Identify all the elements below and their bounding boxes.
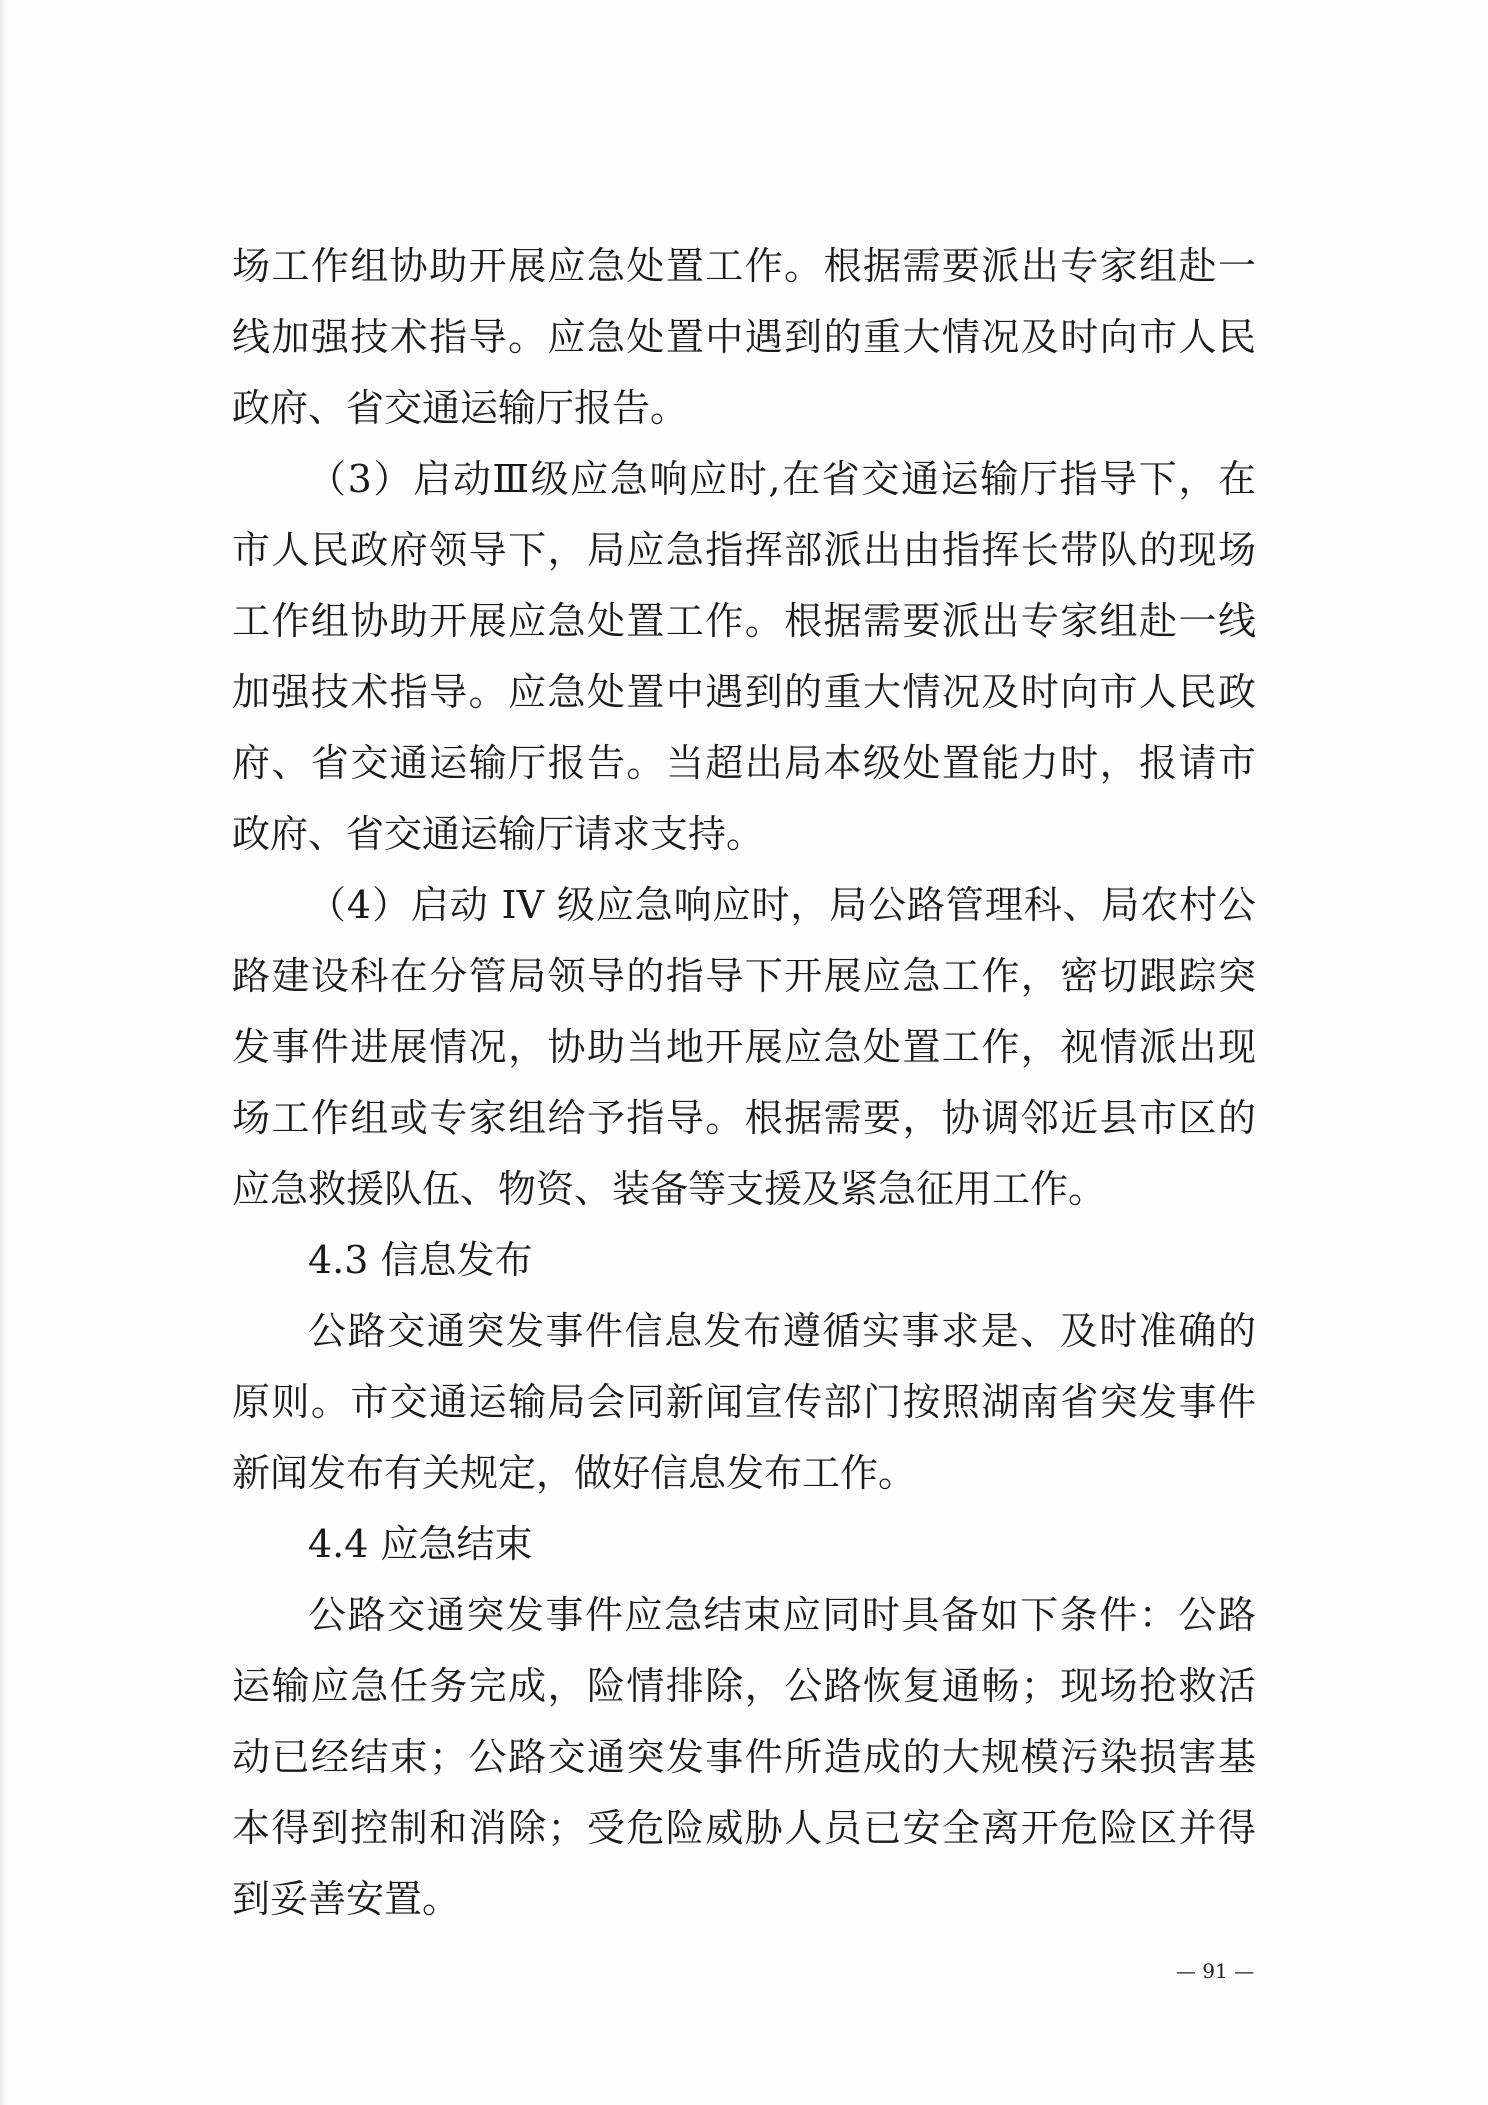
paragraph-start-line: （4）启动 IV 级应急响应时，局公路管理科、局农村公 [308,883,1256,927]
body-line: 政府、省交通运输厅请求支持。 [232,812,765,856]
body-line: 新闻发布有关规定，做好信息发布工作。 [232,1451,917,1495]
paragraph-start-line: 公路交通突发事件应急结束应同时具备如下条件：公路 [308,1593,1256,1637]
body-line: 场工作组或专家组给予指导。根据需要，协调邻近县市区的 [232,1096,1256,1140]
body-line: 场工作组协助开展应急处置工作。根据需要派出专家组赴一 [232,244,1256,288]
body-line: 原则。市交通运输局会同新闻宣传部门按照湖南省突发事件 [232,1380,1256,1424]
scan-edge-shadow [0,0,6,2105]
body-line: 线加强技术指导。应急处置中遇到的重大情况及时向市人民 [232,315,1256,359]
body-line: 动已经结束；公路交通突发事件所造成的大规模污染损害基 [232,1735,1256,1779]
body-line: 运输应急任务完成，险情排除，公路恢复通畅；现场抢救活 [232,1664,1256,1708]
page-number: — 91 — [1175,1959,1255,1983]
body-line: 到妥善安置。 [232,1877,461,1921]
body-line: 路建设科在分管局领导的指导下开展应急工作，密切跟踪突 [232,954,1256,998]
body-line: 工作组协助开展应急处置工作。根据需要派出专家组赴一线 [232,599,1256,643]
body-line: 府、省交通运输厅报告。当超出局本级处置能力时，报请市 [232,741,1256,785]
paragraph-start-line: （3）启动Ⅲ级应急响应时,在省交通运输厅指导下，在 [308,457,1256,501]
body-line: 加强技术指导。应急处置中遇到的重大情况及时向市人民政 [232,670,1256,714]
body-line: 本得到控制和消除；受危险威胁人员已安全离开危险区并得 [232,1806,1256,1850]
section-heading-4-3: 4.3 信息发布 [308,1238,533,1282]
body-line: 政府、省交通运输厅报告。 [232,386,689,430]
body-line: 市人民政府领导下，局应急指挥部派出由指挥长带队的现场 [232,528,1256,572]
paragraph-start-line: 公路交通突发事件信息发布遵循实事求是、及时准确的 [308,1309,1256,1353]
section-heading-4-4: 4.4 应急结束 [308,1522,533,1566]
body-line: 应急救援队伍、物资、装备等支援及紧急征用工作。 [232,1167,1107,1211]
body-line: 发事件进展情况，协助当地开展应急处置工作，视情派出现 [232,1025,1256,1069]
